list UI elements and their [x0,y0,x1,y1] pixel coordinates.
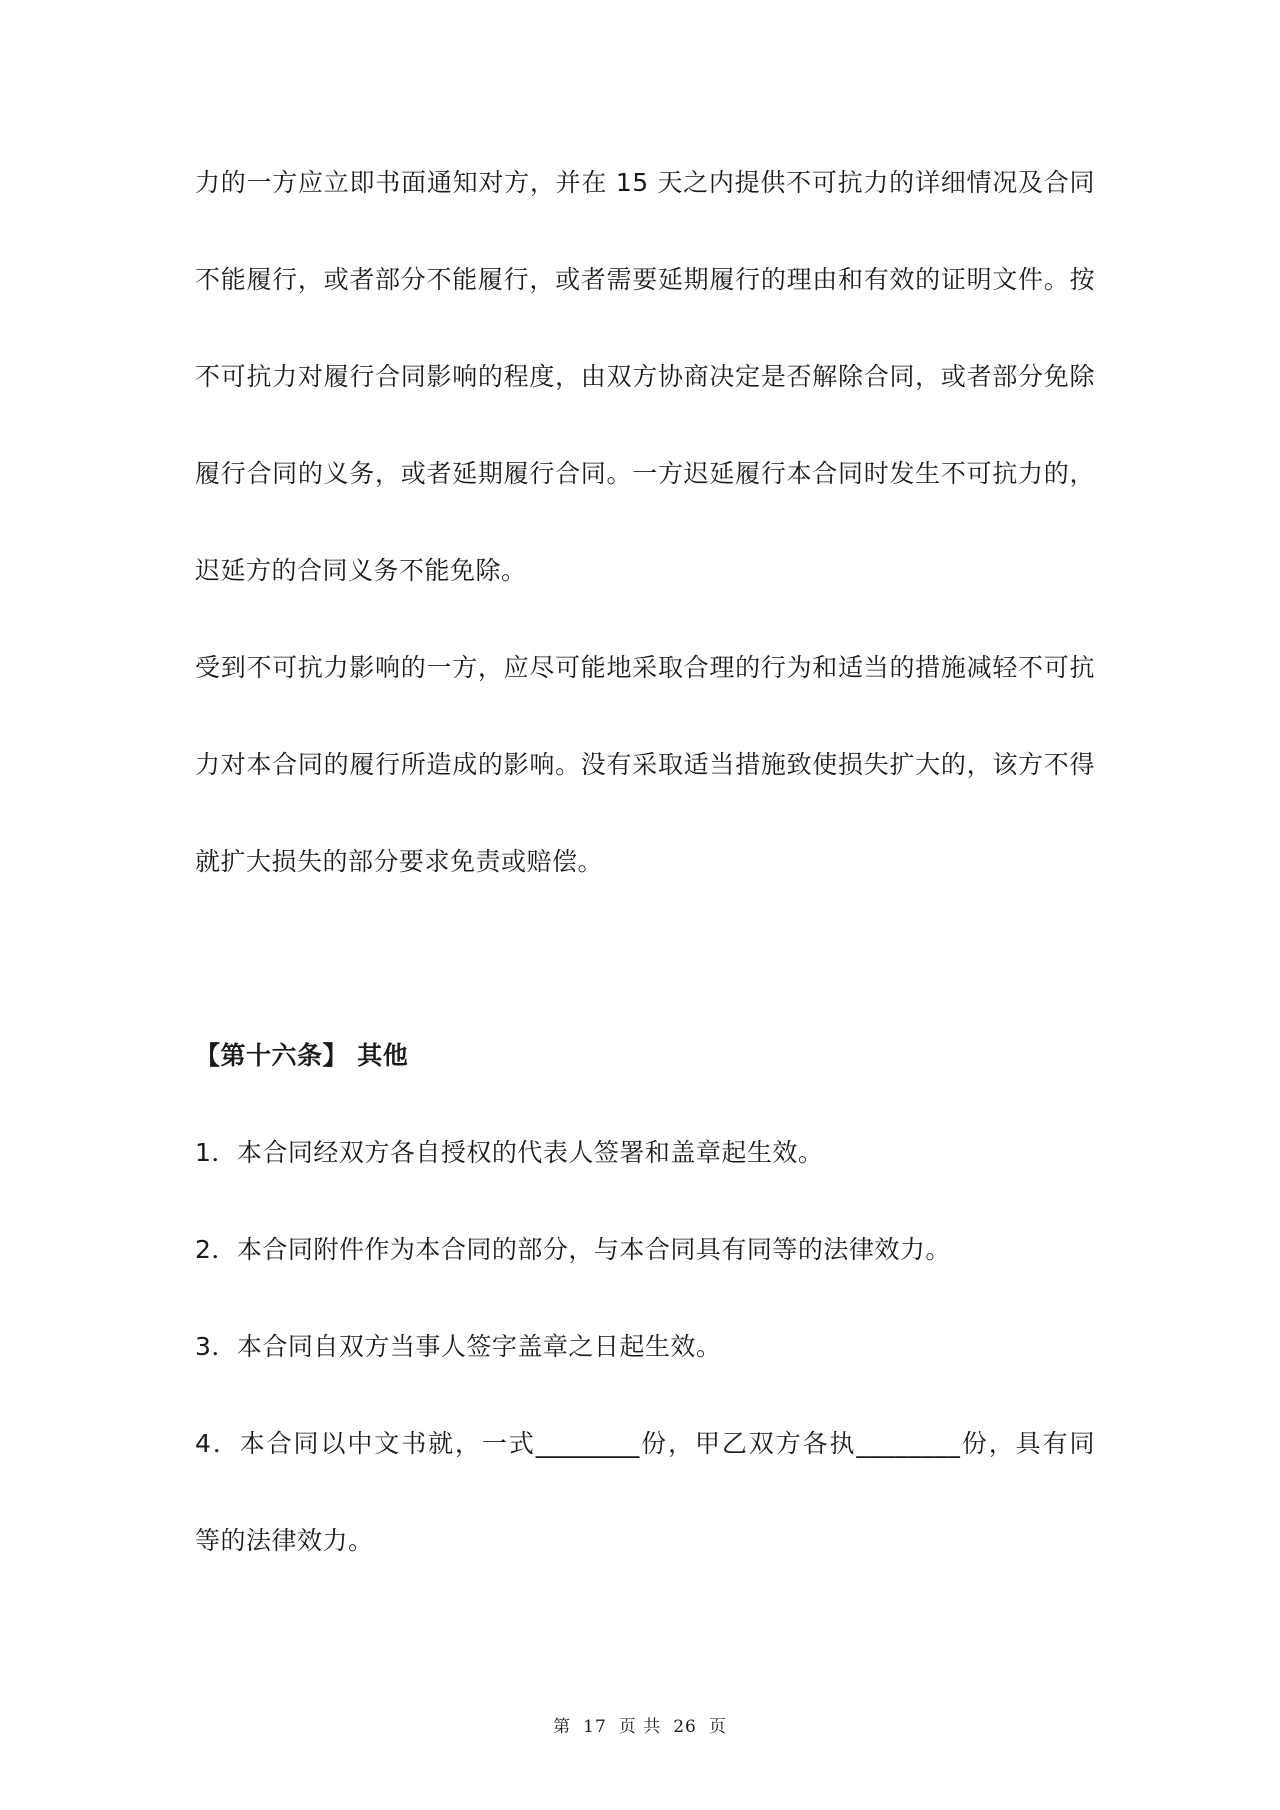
page-label-suffix: 页 [708,1717,727,1737]
article-16-item-4: 4．本合同以中文书就，一式________份，甲乙双方各执________份，具有同 [195,1429,1095,1458]
page-label-prefix: 第 [553,1717,572,1737]
current-page-number: 17 [583,1717,607,1737]
article-16-item-3: 3．本合同自双方当事人签字盖章之日起生效。 [195,1332,722,1361]
mitigation-line-1: 受到不可抗力影响的一方，应尽可能地采取合理的行为和适当的措施减轻不可抗 [195,653,1095,682]
article-16-heading: 【第十六条】 其他 [195,1041,409,1070]
page-label-mid: 页 共 [618,1717,662,1737]
force-majeure-notice-line-4: 履行合同的义务，或者延期履行合同。一方迟延履行本合同时发生不可抗力的， [195,459,1095,488]
force-majeure-notice-line-1: 力的一方应立即书面通知对方，并在 15 天之内提供不可抗力的详细情况及合同 [195,168,1095,197]
mitigation-line-3: 就扩大损失的部分要求免责或赔偿。 [195,847,604,876]
force-majeure-notice-line-3: 不可抗力对履行合同影响的程度，由双方协商决定是否解除合同，或者部分免除 [195,362,1095,391]
mitigation-line-2: 力对本合同的履行所造成的影响。没有采取适当措施致使损失扩大的，该方不得 [195,750,1095,779]
total-pages-number: 26 [673,1717,697,1737]
force-majeure-notice-line-2: 不能履行，或者部分不能履行，或者需要延期履行的理由和有效的证明文件。按 [195,265,1095,294]
page-number-footer [0,1716,1280,1738]
article-16-item-4-continued: 等的法律效力。 [195,1526,374,1555]
force-majeure-notice-line-5: 迟延方的合同义务不能免除。 [195,556,527,585]
article-16-item-2: 2．本合同附件作为本合同的部分，与本合同具有同等的法律效力。 [195,1235,951,1264]
article-16-item-1: 1．本合同经双方各自授权的代表人签署和盖章起生效。 [195,1138,824,1167]
